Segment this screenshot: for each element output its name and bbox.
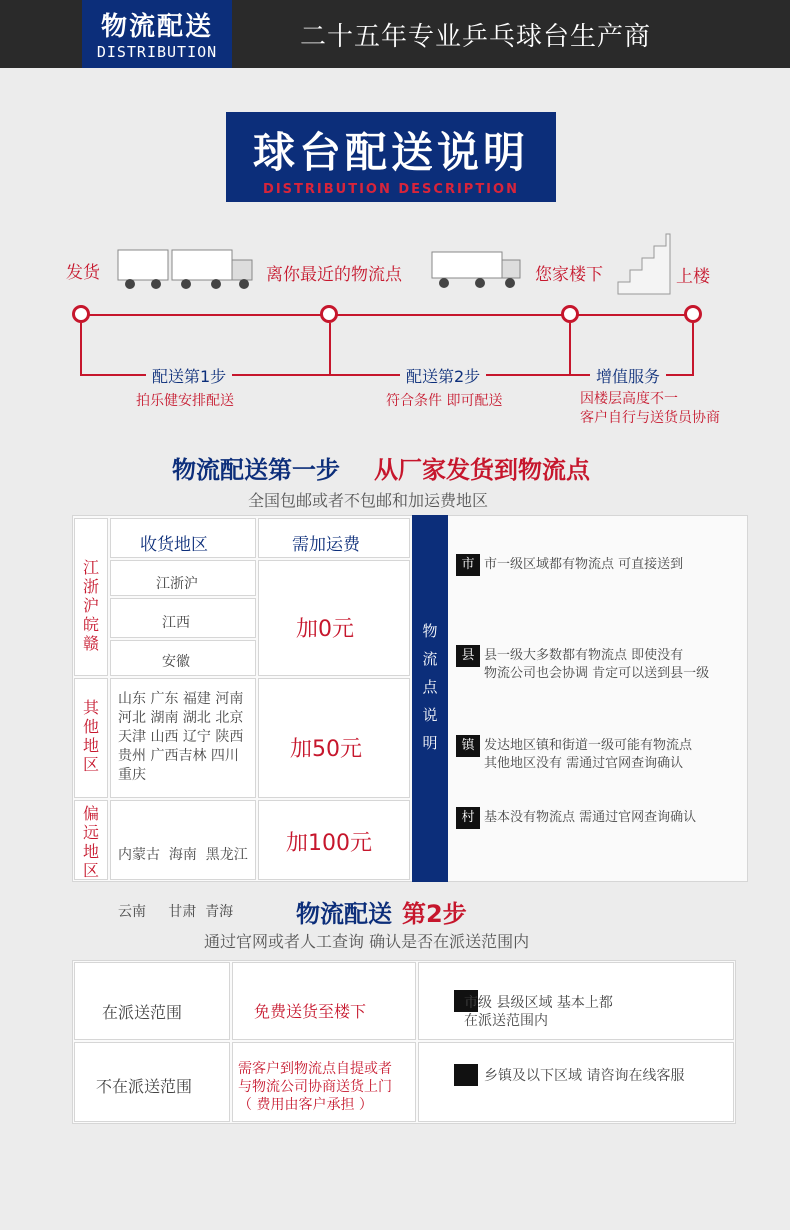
truck-icon [430, 250, 522, 290]
timeline-dot [72, 305, 90, 323]
note-line: 发达地区镇和街道一级可能有物流点 [484, 738, 693, 753]
step2-desc: 符合条件 即可配送 [386, 393, 503, 409]
note-line: 在派送范围内 [464, 1013, 548, 1029]
tag-city-text: 市 [438, 1068, 452, 1083]
flow-label-downstairs: 您家楼下 [535, 265, 603, 285]
group-label-remote: 偏远地区 [82, 804, 99, 880]
col-fee-header: 需加运费 [292, 535, 360, 555]
tag-city-row2 [454, 1064, 478, 1086]
col-region-header: 收货地区 [140, 535, 208, 555]
tag-town: 镇 [456, 735, 480, 757]
side-label-char: 明 [422, 734, 438, 752]
out-range-note [484, 1067, 684, 1085]
banner-subtitle: DISTRIBUTION DESCRIPTION [263, 182, 519, 197]
section2-subtitle: 通过官网或者人工查询 确认是否在派送范围内 [204, 932, 530, 951]
note-city [484, 556, 683, 574]
region-other-list [118, 690, 258, 785]
step3-desc1: 因楼层高度不一 [580, 391, 678, 407]
note-line: 其他地区没有 需通过官网查询确认 [484, 756, 684, 771]
region-line: 河北 湖南 湖北 北京 [118, 710, 244, 726]
flow-label-upstairs: 上楼 [676, 267, 710, 287]
tag-county: 县 [456, 645, 480, 667]
header-bar [0, 0, 790, 68]
note-village [484, 809, 696, 827]
truck-icon [116, 246, 256, 292]
in-range-service: 免费送货至楼下 [254, 1002, 367, 1021]
flow-label-ship: 发货 [66, 263, 100, 283]
note-county [484, 647, 709, 683]
note-line: 基本没有物流点 需通过官网查询确认 [484, 810, 697, 825]
service-line: 需客户到物流点自提或者 [238, 1061, 392, 1077]
timeline-dot [561, 305, 579, 323]
region-jx: 江西 [162, 615, 190, 631]
step3-title: 增值服务 [590, 364, 666, 387]
logo-cn: 物流配送 [100, 12, 213, 42]
in-range-note [464, 994, 613, 1030]
note-line: 物流公司也会协调 肯定可以送到县一级 [484, 666, 710, 681]
section1-subtitle: 全国包邮或者不包邮和加运费地区 [248, 491, 489, 510]
in-range-label: 在派送范围 [102, 1003, 183, 1022]
timeline-dot [320, 305, 338, 323]
fee-50: 加50元 [290, 737, 362, 762]
note-line: 市一级区域都有物流点 可直接送到 [484, 557, 684, 572]
side-label-char: 流 [422, 650, 438, 668]
group-label-jzh: 江浙沪皖赣 [82, 558, 99, 653]
flow-label-logistics: 离你最近的物流点 [266, 265, 402, 285]
note-line: 县一级大多数都有物流点 即使没有 [484, 648, 684, 663]
logo-en: DISTRIBUTION [96, 43, 218, 61]
step3-desc2: 客户自行与送货员协商 [580, 410, 720, 426]
section1-title-blue: 物流配送第一步 [172, 456, 340, 484]
note-town [484, 737, 692, 773]
group-label-other: 其他地区 [82, 698, 99, 774]
region-line: 内蒙古 海南 黑龙江 [118, 847, 248, 863]
slogan: 二十五年专业乒乓球台生产商 [300, 22, 652, 52]
timeline-line [82, 314, 694, 316]
tag-village: 村 [456, 807, 480, 829]
timeline-branch [569, 323, 571, 375]
region-line: 云南 甘肃 青海 [118, 904, 234, 920]
logistics-note-column [412, 515, 448, 882]
logo [82, 0, 232, 68]
timeline-dot [684, 305, 702, 323]
region-line: 贵州 广西吉林 四川 [118, 748, 239, 764]
region-line: 重庆 [118, 767, 146, 783]
region-line: 山东 广东 福建 河南 [118, 691, 244, 707]
service-line: 与物流公司协商送货上门 [238, 1079, 392, 1095]
side-label-char: 点 [422, 678, 438, 696]
stairs-icon [616, 232, 672, 296]
side-label-char: 物 [422, 622, 438, 640]
step2-title: 配送第2步 [400, 364, 486, 387]
region-ah: 安徽 [162, 654, 190, 670]
fee-100: 加100元 [286, 831, 372, 856]
service-line: （ 费用由客户承担 ） [238, 1097, 373, 1113]
section1-title-red: 从厂家发货到物流点 [374, 456, 590, 484]
note-line: 乡镇及以下区域 请咨询在线客服 [484, 1068, 685, 1084]
step1-title: 配送第1步 [146, 364, 232, 387]
out-range-label: 不在派送范围 [96, 1077, 193, 1096]
banner-title: 球台配送说明 [252, 128, 529, 177]
section2-title-blue: 物流配送 [296, 900, 392, 928]
region-line: 天津 山西 辽宁 陕西 [118, 729, 244, 745]
timeline-branch [329, 323, 331, 375]
timeline-branch [692, 323, 694, 375]
region-jzh: 江浙沪 [156, 576, 198, 592]
tag-city-text: 市 [438, 995, 452, 1010]
tag-city: 市 [456, 554, 480, 576]
note-line: 市级 县级区域 基本上都 [464, 995, 613, 1011]
side-label-char: 说 [422, 706, 438, 724]
timeline-branch [80, 323, 82, 375]
title-banner [226, 112, 556, 202]
fee-0: 加0元 [296, 617, 354, 642]
out-range-service [238, 1060, 392, 1114]
step1-desc: 拍乐健安排配送 [136, 393, 234, 409]
section2-title-red: 第2步 [402, 900, 467, 928]
